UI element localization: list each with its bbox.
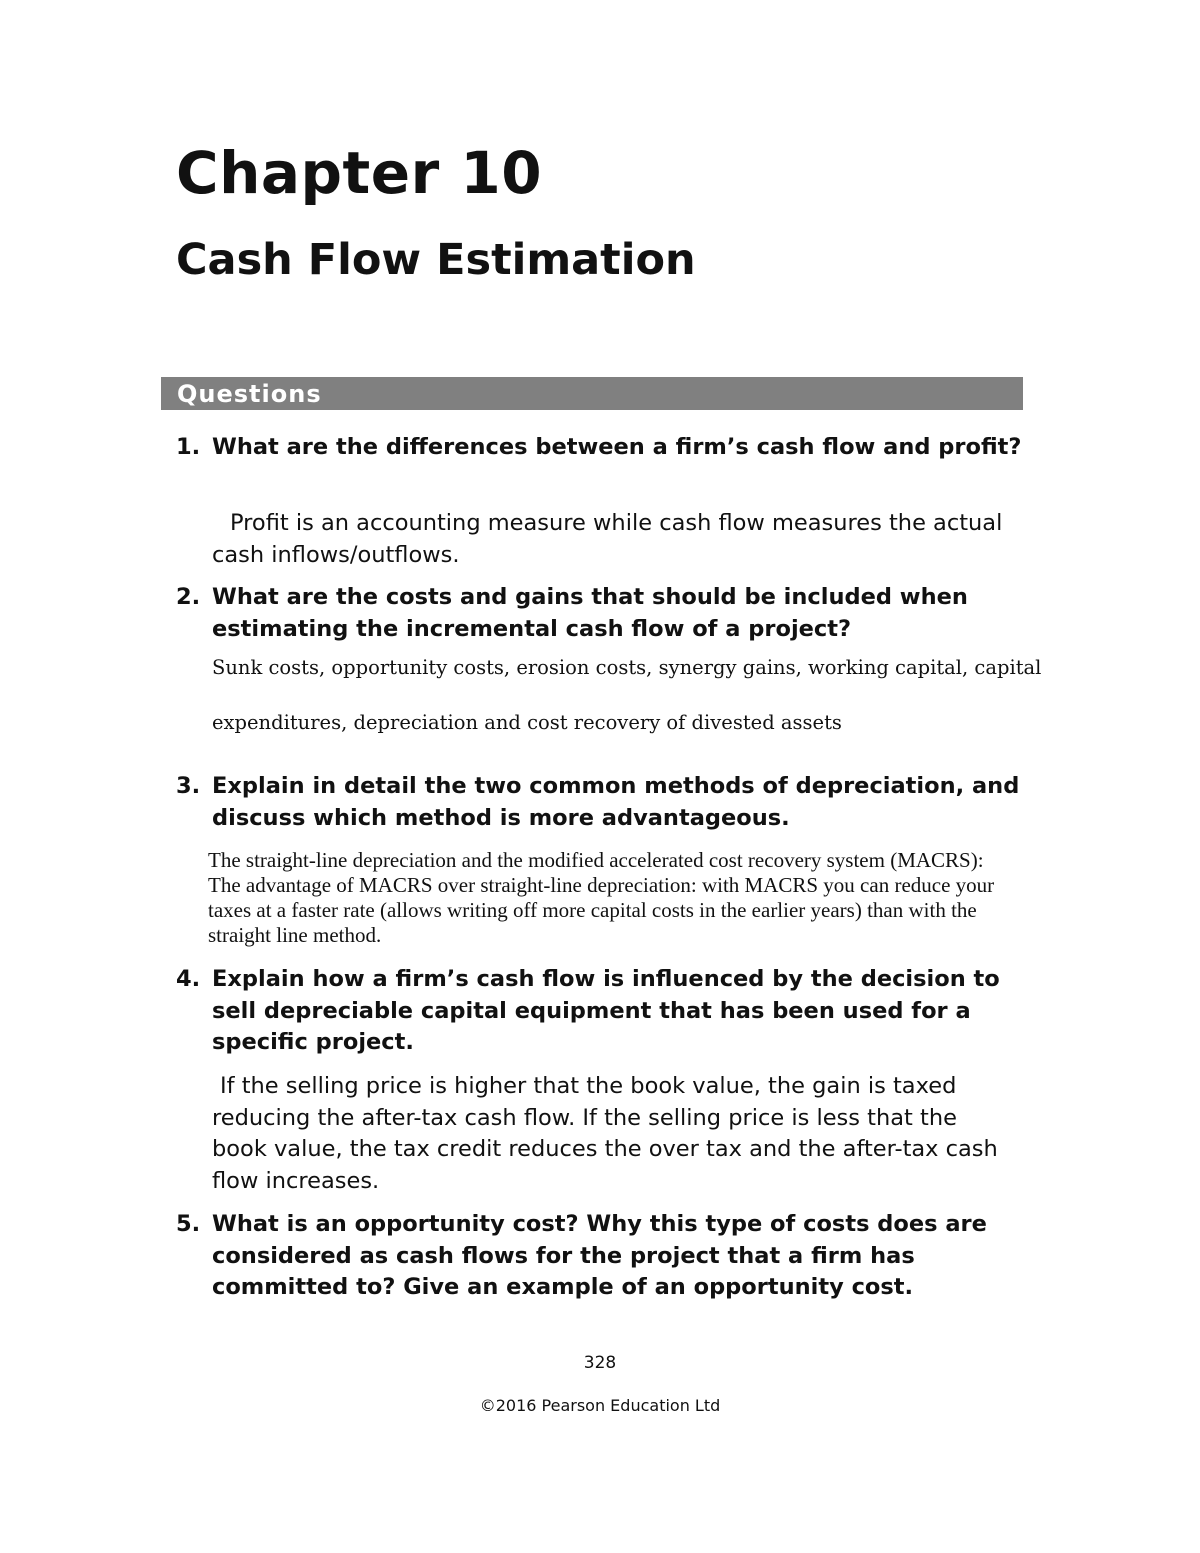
question-3 <box>176 771 1026 834</box>
chapter-subtitle: Cash Flow Estimation <box>176 235 696 285</box>
question-text: Explain how a firm’s cash flow is influenced by the decision to sell depreciable capital equipment that has been used for a specific project. <box>212 966 1000 1055</box>
answer-1: Profit is an accounting measure while cash flow measures the actual cash inflows/outflows. <box>212 510 1003 568</box>
section-heading: Questions <box>177 380 322 408</box>
answer-2-line-1: Sunk costs, opportunity costs, erosion costs, synergy gains, working capital, capital <box>212 656 1042 679</box>
question-1 <box>176 432 1026 464</box>
question-2 <box>176 582 1026 645</box>
question-number: 5. <box>176 1211 201 1237</box>
copyright-notice: ©2016 Pearson Education Ltd <box>479 1396 721 1415</box>
question-number: 2. <box>176 584 201 610</box>
answer-2-line-2: expenditures, depreciation and cost recovery of divested assets <box>212 711 842 734</box>
question-4 <box>176 964 1026 1059</box>
question-text: What are the costs and gains that should be included when estimating the incremental cash flow of a project? <box>212 584 968 642</box>
question-number: 1. <box>176 434 201 460</box>
page-number: 328 <box>583 1353 617 1373</box>
question-text: What are the differences between a firm’s cash flow and profit? <box>212 434 1022 460</box>
answer-3: The straight-line depreciation and the modified accelerated cost recovery system (MACRS): The advantage of MACRS over straight-line depreciation: with MACRS you can reduce your taxes at a faster rate (allows writing off more capital costs in the earlier years) than with the straight line method. <box>208 848 995 947</box>
section-header-bar <box>161 377 1023 410</box>
question-number: 4. <box>176 966 201 992</box>
answer-4: If the selling price is higher that the book value, the gain is taxed reducing the after-tax cash flow. If the selling price is less that the book value, the tax credit reduces the over tax and the after-tax cash flow increases. <box>212 1073 998 1194</box>
chapter-title: Chapter 10 <box>176 139 543 207</box>
question-text: What is an opportunity cost? Why this type of costs does are considered as cash flows for the project that a firm has committed to? Give an example of an opportunity cost. <box>212 1211 987 1300</box>
question-text: Explain in detail the two common methods of depreciation, and discuss which method is more advantageous. <box>212 773 1020 831</box>
question-5 <box>176 1209 1026 1304</box>
question-number: 3. <box>176 773 201 799</box>
